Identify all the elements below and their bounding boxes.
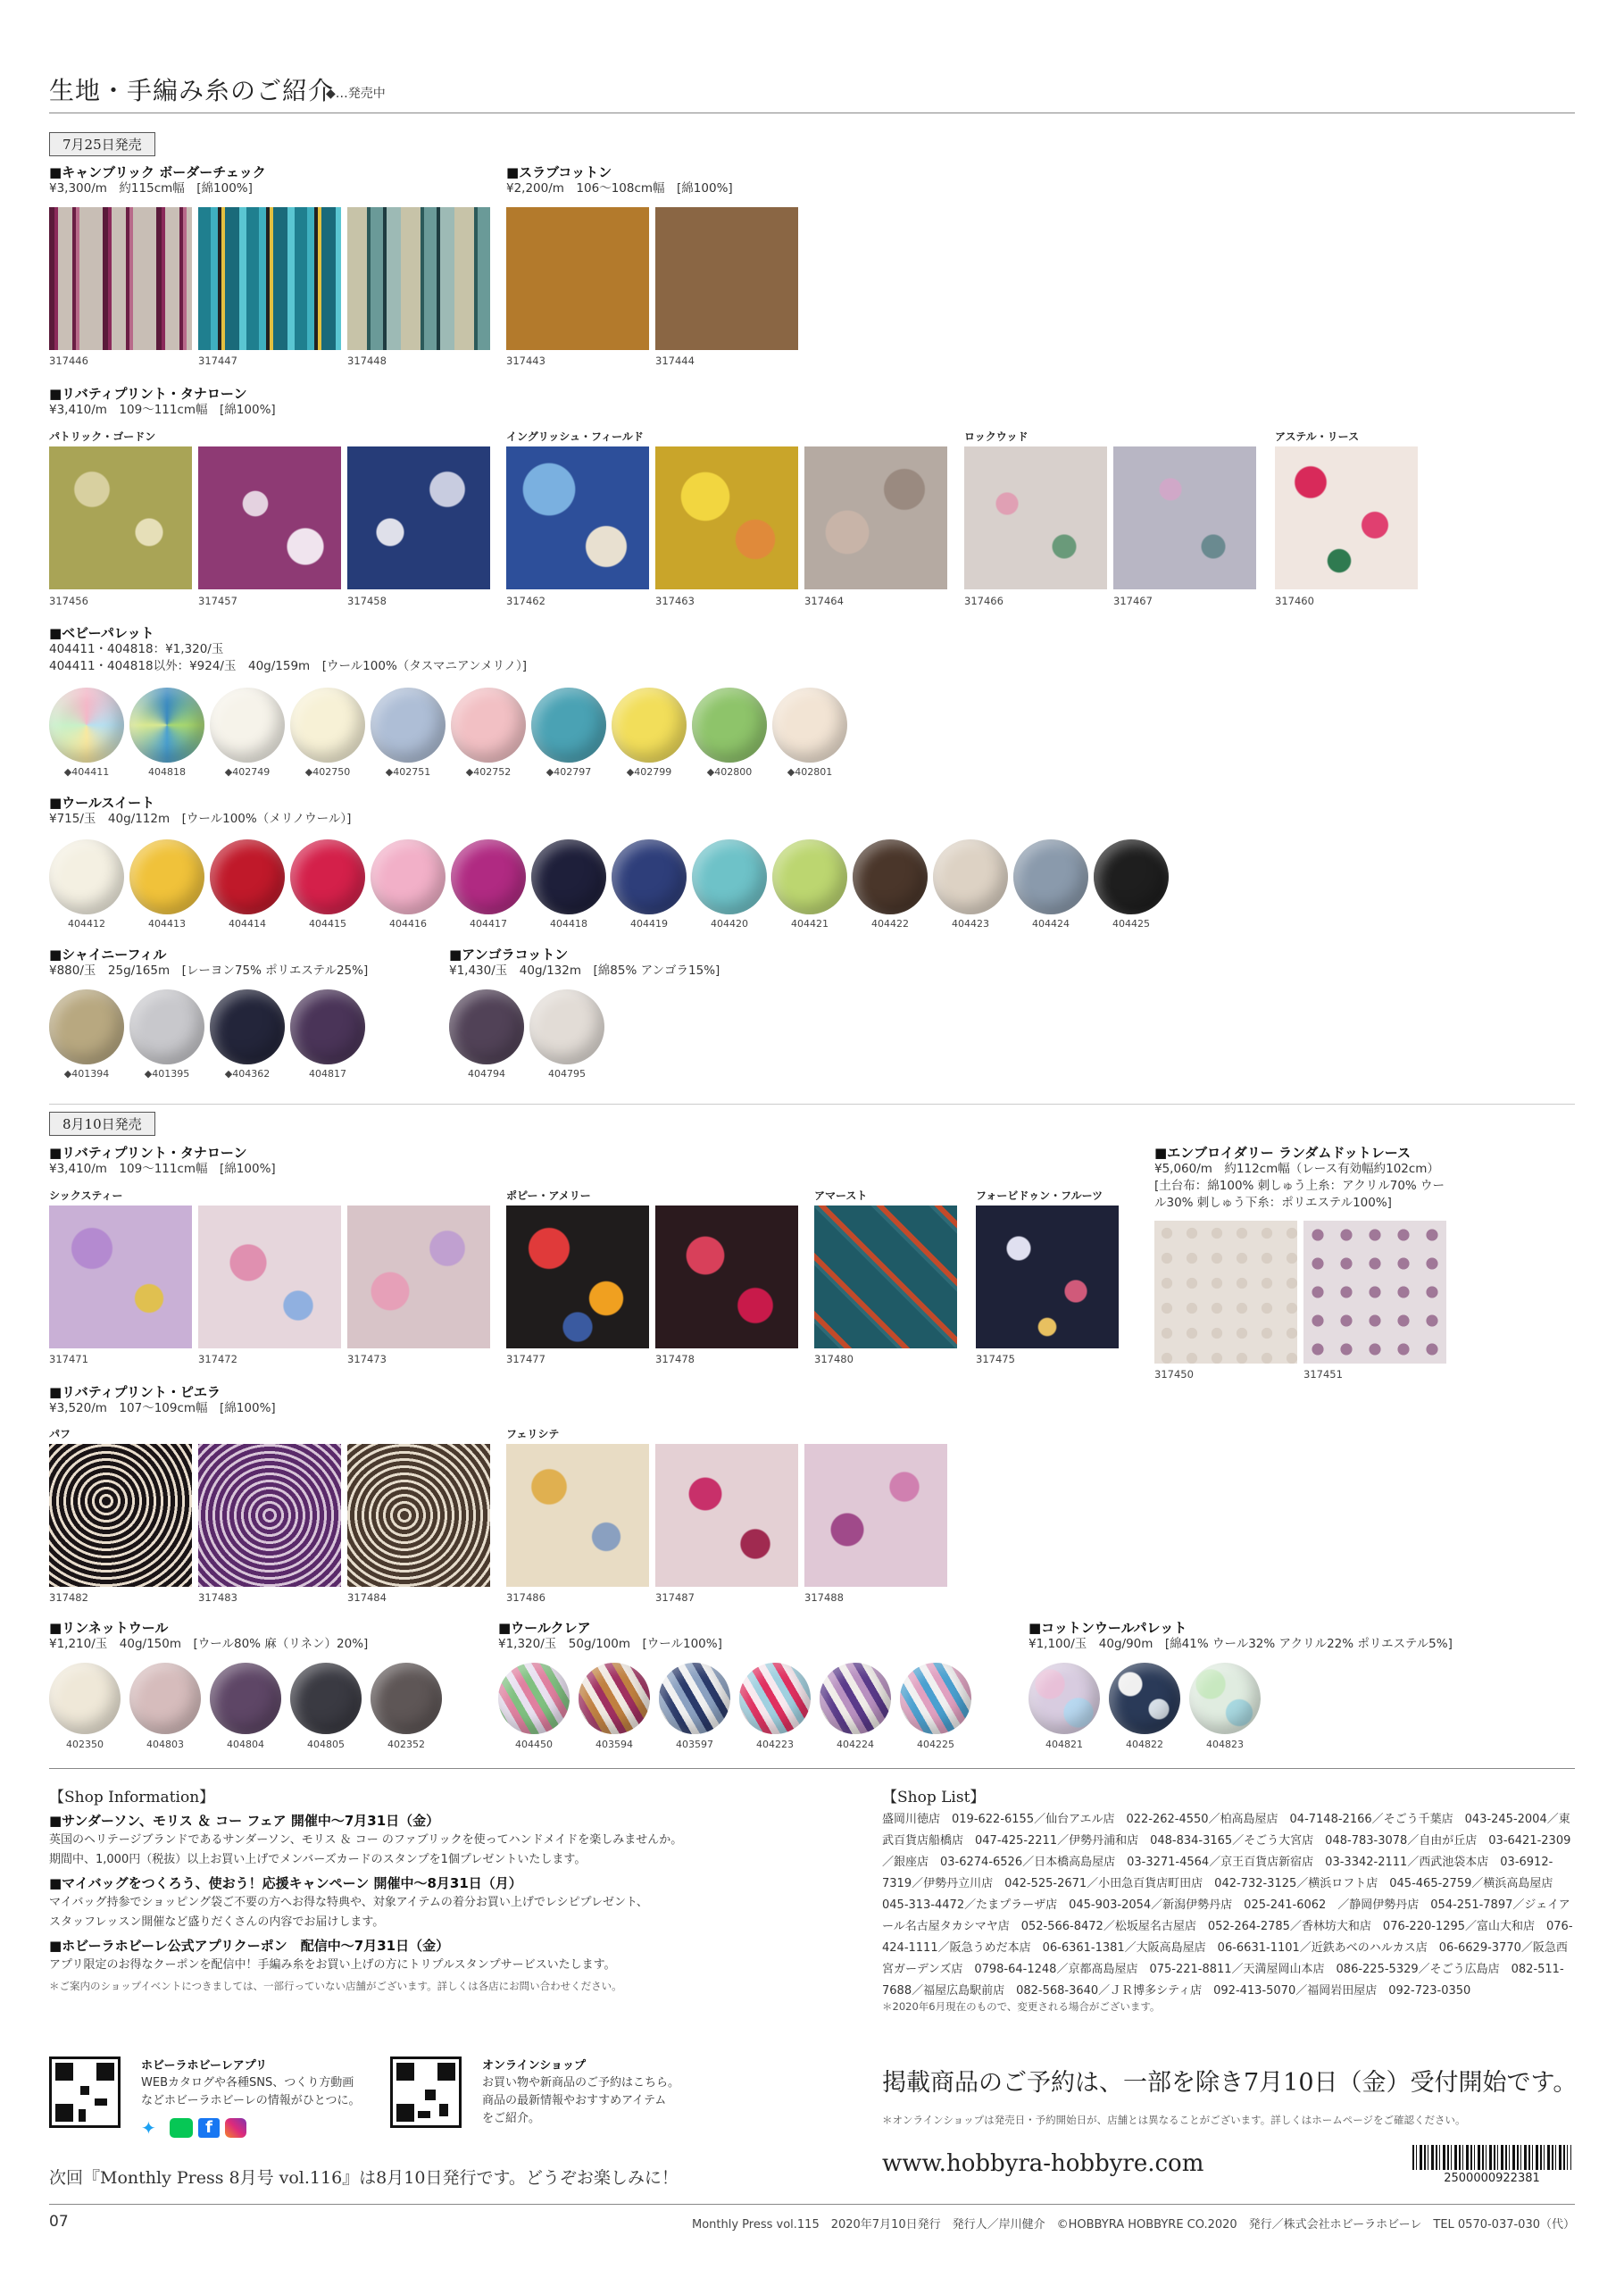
- yarn-ball: [371, 688, 446, 763]
- swatch-317462: [506, 446, 649, 589]
- yarn-ball: [451, 839, 526, 914]
- yarn-ball: [371, 1663, 442, 1734]
- product-code: 317463: [655, 595, 695, 607]
- product-title: ■エンブロイダリー ランダムドットレース: [1154, 1145, 1411, 1161]
- product-info: ル30% 刺しゅう下糸：ポリエステル100%]: [1154, 1196, 1392, 1210]
- instagram-icon[interactable]: [225, 2118, 246, 2138]
- swatch-317471: [49, 1206, 192, 1348]
- yarn-ball: [1109, 1663, 1180, 1734]
- legend-note: ◆…発売中: [326, 87, 386, 101]
- swatch-317443: [506, 207, 649, 350]
- product-code: 404420: [711, 918, 748, 930]
- swatch-317463: [655, 446, 798, 589]
- product-code: 317483: [198, 1591, 237, 1604]
- swatch-317460: [1275, 446, 1418, 589]
- pattern-name: フェリシテ: [506, 1428, 560, 1440]
- product-code: 404821: [1045, 1739, 1083, 1750]
- reservation-note: ＊オンラインショップは発売日・予約開始日が、店舗とは異なることがございます。詳しくはホームページをご確認ください。: [882, 2114, 1466, 2126]
- swatch-317478: [655, 1206, 798, 1348]
- yarn-ball: [529, 989, 604, 1064]
- product-info: ¥3,410/m 109〜111cm幅 [綿100%]: [49, 403, 276, 417]
- footer-divider: [49, 2204, 1575, 2205]
- yarn-ball: [49, 1663, 121, 1734]
- product-code: 404425: [1112, 918, 1150, 930]
- product-code: 404818: [148, 766, 186, 778]
- yarn-ball: [498, 1663, 570, 1734]
- product-code: 317466: [964, 595, 1004, 607]
- online-qr-code[interactable]: [390, 2057, 462, 2128]
- product-code: 404416: [389, 918, 427, 930]
- twitter-icon[interactable]: ✦: [141, 2117, 156, 2139]
- event-title: ■サンダーソン、モリス ＆ コー フェア 開催中〜7月31日（金）: [49, 1813, 440, 1829]
- product-code: ◆402800: [706, 766, 753, 778]
- swatch-317467: [1113, 446, 1256, 589]
- barcode: [1412, 2145, 1571, 2170]
- swatch-317447: [198, 207, 341, 350]
- yarn-ball: [49, 688, 124, 763]
- yarn-ball: [371, 839, 446, 914]
- event-text: 英国のヘリテージブランドであるサンダーソン、モリス ＆ コー のファブリックを使ってハンドメイドを楽しみませんか。: [49, 1833, 683, 1847]
- product-code: 317467: [1113, 595, 1153, 607]
- product-info: ¥1,320/玉 50g/100m [ウール100%]: [498, 1637, 722, 1651]
- yarn-ball: [772, 688, 847, 763]
- online-text: 商品の最新情報やおすすめアイテム: [482, 2094, 667, 2107]
- product-code: 317473: [347, 1353, 387, 1365]
- product-code: 317444: [655, 355, 695, 367]
- pattern-name: パトリック・ゴードン: [49, 430, 156, 443]
- yarn-ball: [612, 688, 687, 763]
- shop-list-note: ＊2020年6月現在のもので、変更される場合がございます。: [882, 2000, 1161, 2013]
- page-title: 生地・手編み糸のご紹介: [49, 76, 335, 105]
- colophon: Monthly Press vol.115 2020年7月10日発行 発行人／岸川健介 ©HOBBYRA HOBBYRE CO.2020 発行／株式会社ホビーラホビーレ TEL 0570-037-030（代）: [691, 2218, 1575, 2232]
- product-code: 317471: [49, 1353, 88, 1365]
- pattern-name: フォービドゥン・フルーツ: [976, 1189, 1103, 1202]
- product-title: ■シャイニーフィル: [49, 947, 167, 963]
- product-code: 404817: [309, 1068, 346, 1080]
- product-code: 317464: [804, 595, 844, 607]
- product-code: 317460: [1275, 595, 1314, 607]
- product-code: 404421: [791, 918, 829, 930]
- swatch-317446: [49, 207, 192, 350]
- online-title: オンラインショップ: [482, 2059, 587, 2073]
- product-code: ◆402801: [787, 766, 833, 778]
- product-title: ■ウールスイート: [49, 795, 155, 811]
- yarn-ball: [612, 839, 687, 914]
- event-text: アプリ限定のお得なクーポンを配信中！手編み糸をお買い上げの方にトリプルスタンプサービスいたします。: [49, 1958, 616, 1972]
- yarn-ball: [129, 839, 204, 914]
- yarn-ball: [772, 839, 847, 914]
- swatch-317480: [814, 1206, 957, 1348]
- pattern-name: アマースト: [814, 1189, 868, 1202]
- product-code: 404823: [1206, 1739, 1244, 1750]
- yarn-ball: [692, 688, 767, 763]
- product-code: 404423: [952, 918, 989, 930]
- shop-info-heading: 【Shop Information】: [49, 1789, 215, 1806]
- event-text: 期間中、1,000円（税抜）以上お買い上げでメンバーズカードのスタンプを1個プレゼントいたします。: [49, 1853, 587, 1866]
- yarn-ball: [900, 1663, 971, 1734]
- product-info: ¥3,410/m 109〜111cm幅 [綿100%]: [49, 1162, 276, 1176]
- product-code: 317475: [976, 1353, 1015, 1365]
- product-info: ¥3,300/m 約115cm幅 [綿100%]: [49, 181, 253, 196]
- section-divider: [49, 1768, 1575, 1769]
- product-code: 404413: [148, 918, 186, 930]
- product-title: ■アンゴラコットン: [449, 947, 569, 963]
- yarn-ball: [210, 839, 285, 914]
- swatch-317451: [1303, 1221, 1446, 1364]
- product-code: 317486: [506, 1591, 545, 1604]
- product-code: ◆402751: [385, 766, 431, 778]
- product-code: ◆402799: [626, 766, 672, 778]
- product-title: ■コットンウールパレット: [1029, 1620, 1187, 1636]
- yarn-ball: [290, 839, 365, 914]
- product-code: 402350: [66, 1739, 104, 1750]
- product-code: 404419: [630, 918, 668, 930]
- product-info: ¥1,430/玉 40g/132m [綿85% アンゴラ15%]: [449, 964, 720, 978]
- product-code: 317450: [1154, 1368, 1194, 1381]
- product-code: ◆404362: [224, 1068, 271, 1080]
- swatch-317488: [804, 1444, 947, 1587]
- product-title: ■スラブコットン: [506, 164, 612, 180]
- shop-list-heading: 【Shop List】: [882, 1789, 986, 1806]
- yarn-ball: [1013, 839, 1088, 914]
- product-info: ¥3,520/m 107〜109cm幅 [綿100%]: [49, 1401, 276, 1415]
- yarn-ball: [129, 1663, 201, 1734]
- swatch-317448: [347, 207, 490, 350]
- product-code: 317480: [814, 1353, 854, 1365]
- product-code: 317447: [198, 355, 237, 367]
- yarn-ball: [129, 989, 204, 1064]
- app-text: などホビーラホビーレの情報がひとつに。: [141, 2094, 361, 2107]
- product-code: 404804: [227, 1739, 264, 1750]
- swatch-317475: [976, 1206, 1119, 1348]
- yarn-ball: [290, 989, 365, 1064]
- product-code: ◆402752: [465, 766, 512, 778]
- product-info: ¥2,200/m 106〜108cm幅 [綿100%]: [506, 181, 733, 196]
- product-code: 404822: [1126, 1739, 1163, 1750]
- swatch-317458: [347, 446, 490, 589]
- yarn-ball: [1189, 1663, 1261, 1734]
- product-title: ■ウールクレア: [498, 1620, 591, 1636]
- yarn-ball: [129, 688, 204, 763]
- product-code: 317487: [655, 1591, 695, 1604]
- product-title: ■ベビーパレット: [49, 625, 154, 641]
- facebook-icon[interactable]: f: [198, 2118, 220, 2138]
- product-title: ■リンネットウール: [49, 1620, 169, 1636]
- swatch-317487: [655, 1444, 798, 1587]
- product-code: 404805: [307, 1739, 345, 1750]
- yarn-ball: [49, 839, 124, 914]
- swatch-317444: [655, 207, 798, 350]
- product-code: 403594: [595, 1739, 633, 1750]
- app-qr-code[interactable]: [49, 2057, 121, 2128]
- yarn-ball: [692, 839, 767, 914]
- product-code: 317457: [198, 595, 237, 607]
- event-title: ■ホビーラホビーレ公式アプリクーポン 配信中〜7月31日（金）: [49, 1938, 450, 1954]
- product-code: 404412: [68, 918, 105, 930]
- event-text: マイバッグ持参でショッピング袋ご不要の方へお得な特典や、対象アイテムの着分お買い上げでレシピプレゼント、: [49, 1896, 648, 1909]
- swatch-317466: [964, 446, 1107, 589]
- yarn-ball: [449, 989, 524, 1064]
- swatch-317484: [347, 1444, 490, 1587]
- swatch-317450: [1154, 1221, 1297, 1364]
- product-info: ¥1,100/玉 40g/90m [綿41% ウール32% アクリル22% ポリエステル5%]: [1029, 1637, 1453, 1651]
- product-code: 404415: [309, 918, 346, 930]
- online-text: お買い物や新商品のご予約はこちら。: [482, 2076, 680, 2090]
- product-code: 317443: [506, 355, 545, 367]
- yarn-ball: [210, 989, 285, 1064]
- product-code: 404418: [550, 918, 587, 930]
- product-info: 404411・404818以外：¥924/玉 40g/159m [ウール100%（タスマニアンメリノ）]: [49, 659, 528, 673]
- product-info: [土台布：綿100% 刺しゅう上糸：アクリル70% ウー: [1154, 1179, 1445, 1193]
- product-code: ◆404411: [63, 766, 110, 778]
- product-code: 317482: [49, 1591, 88, 1604]
- shop-list-text: 盛岡川徳店 019-622-6155／仙台アエル店 022-262-4550／柏高島屋店 04-7148-2166／そごう千葉店 043-245-2004／東武百貨店船橋店 047-425-2211／伊勢丹浦和店 048-834-3165／そごう大宮店 048-783-3078／自由が丘店 03-6421-2309／銀座店 03-6274-6526／日本橋高島屋店 03-3271-4564／京王百貨店新宿店 03-3342-2111／西武池袋本店 03-6912-7319／伊勢丹立川店 042-525-2671／小田急百貨店町田店 042-732-3125／横浜ロフト店 045-465-2759／横浜高島屋店 045-313-4472／たまプラーザ店 045-903-2054／新潟伊勢丹店 025-241-6062 ／静岡伊勢丹店 054-251-7897／ジェイアール名古屋タカシマヤ店 052-566-8472／松坂屋名古屋店 052-264-2785／香林坊大和店 076-220-1295／富山大和店 076-424-1111／阪急うめだ本店 06-6361-1381／大阪高島屋店 06-6631-1101／近鉄あべのハルカス店 06-6629-3770／阪急西宮ガーデンズ店 0798-64-1248／京都髙島屋店 075-221-8811／天満屋岡山本店 086-225-5329／そごう広島店 082-511-7688／福屋広島駅前店 082-568-3640／ＪＲ博多シティ店 092-413-5070／福岡岩田屋店 092-723-0350: [882, 1813, 1573, 1998]
- product-code: 404223: [756, 1739, 794, 1750]
- product-code: 317462: [506, 595, 545, 607]
- swatch-317472: [198, 1206, 341, 1348]
- product-code: ◆402797: [545, 766, 592, 778]
- product-code: 403597: [676, 1739, 713, 1750]
- app-title: ホビーラホビーレアプリ: [141, 2059, 268, 2073]
- product-title: ■リバティプリント・タナローン: [49, 386, 247, 402]
- product-code: 317456: [49, 595, 88, 607]
- reservation-banner: 掲載商品のご予約は、一部を除き7月10日（金）受付開始です。: [882, 2069, 1578, 2097]
- product-code: 404795: [548, 1068, 586, 1080]
- event-note: ＊ご案内のショップイベントにつきましては、一部行っていない店舗がございます。詳しくは各店にお問い合わせください。: [49, 1980, 622, 1992]
- line-icon[interactable]: [170, 2118, 193, 2138]
- yarn-ball: [853, 839, 928, 914]
- product-code: 317448: [347, 355, 387, 367]
- product-code: 317446: [49, 355, 88, 367]
- section-divider: [49, 1104, 1575, 1105]
- product-title: ■キャンブリック ボーダーチェック: [49, 164, 266, 180]
- yarn-ball: [1029, 1663, 1100, 1734]
- yarn-ball: [1094, 839, 1169, 914]
- product-info: ¥5,060/m 約112cm幅（レース有効幅約102cm）: [1154, 1162, 1439, 1176]
- release-date-badge: 8月10日発売: [49, 1112, 155, 1136]
- product-info: ¥715/玉 40g/112m [ウール100%（メリノウール）]: [49, 812, 352, 826]
- swatch-317457: [198, 446, 341, 589]
- release-date-badge: 7月25日発売: [49, 132, 155, 156]
- product-code: ◆402749: [224, 766, 271, 778]
- product-code: 404803: [146, 1739, 184, 1750]
- yarn-ball: [290, 1663, 362, 1734]
- yarn-ball: [451, 688, 526, 763]
- online-text: をご紹介。: [482, 2112, 541, 2125]
- yarn-ball: [659, 1663, 730, 1734]
- product-code: 317451: [1303, 1368, 1343, 1381]
- event-title: ■マイバッグをつくろう、使おう！応援キャンペーン 開催中〜8月31日（月）: [49, 1875, 522, 1891]
- yarn-ball: [820, 1663, 891, 1734]
- pattern-name: ロックウッド: [964, 430, 1029, 443]
- swatch-317483: [198, 1444, 341, 1587]
- yarn-ball: [210, 688, 285, 763]
- product-code: 404794: [468, 1068, 505, 1080]
- product-code: ◆401394: [63, 1068, 110, 1080]
- swatch-317456: [49, 446, 192, 589]
- swatch-317464: [804, 446, 947, 589]
- product-code: ◆401395: [144, 1068, 190, 1080]
- yarn-ball: [739, 1663, 811, 1734]
- product-code: 317478: [655, 1353, 695, 1365]
- yarn-ball: [933, 839, 1008, 914]
- swatch-317482: [49, 1444, 192, 1587]
- product-info: 404411・404818：¥1,320/玉: [49, 642, 224, 656]
- yarn-ball: [210, 1663, 281, 1734]
- product-info: ¥1,210/玉 40g/150m [ウール80% 麻（リネン）20%]: [49, 1637, 369, 1651]
- product-code: 404224: [837, 1739, 874, 1750]
- product-code: 317458: [347, 595, 387, 607]
- product-code: 317472: [198, 1353, 237, 1365]
- swatch-317477: [506, 1206, 649, 1348]
- next-issue-note: 次回『Monthly Press 8月号 vol.116』は8月10日発行です。どうぞお楽しみに！: [49, 2168, 679, 2188]
- product-code: 317488: [804, 1591, 844, 1604]
- yarn-ball: [579, 1663, 650, 1734]
- yarn-ball: [49, 989, 124, 1064]
- barcode-number: 2500000922381: [1444, 2172, 1540, 2185]
- yarn-ball: [531, 839, 606, 914]
- pattern-name: シックスティー: [49, 1189, 123, 1202]
- yarn-ball: [290, 688, 365, 763]
- product-code: 404424: [1032, 918, 1070, 930]
- website-link[interactable]: www.hobbyra-hobbyre.com: [882, 2150, 1204, 2177]
- product-code: 404414: [229, 918, 266, 930]
- swatch-317486: [506, 1444, 649, 1587]
- product-title: ■リバティプリント・タナローン: [49, 1145, 247, 1161]
- pattern-name: アステル・リース: [1275, 430, 1360, 443]
- yarn-ball: [531, 688, 606, 763]
- pattern-name: イングリッシュ・フィールド: [506, 430, 644, 443]
- page-number: 07: [49, 2213, 69, 2231]
- app-text: WEBカタログや各種SNS、つくり方動画: [141, 2076, 354, 2090]
- pattern-name: ポピー・アメリー: [506, 1189, 591, 1202]
- product-code: 317477: [506, 1353, 545, 1365]
- product-code: 317484: [347, 1591, 387, 1604]
- event-text: スタッフレッスン開催など盛りだくさんの内容でお届けします。: [49, 1915, 385, 1929]
- product-code: 402352: [387, 1739, 425, 1750]
- product-code: 404225: [917, 1739, 954, 1750]
- product-code: ◆402750: [304, 766, 351, 778]
- swatch-317473: [347, 1206, 490, 1348]
- product-code: 404417: [470, 918, 507, 930]
- product-info: ¥880/玉 25g/165m [レーヨン75% ポリエステル25%]: [49, 964, 369, 978]
- product-title: ■リバティプリント・ピエラ: [49, 1384, 221, 1400]
- pattern-name: パフ: [49, 1428, 71, 1440]
- product-code: 404450: [515, 1739, 553, 1750]
- product-code: 404422: [871, 918, 909, 930]
